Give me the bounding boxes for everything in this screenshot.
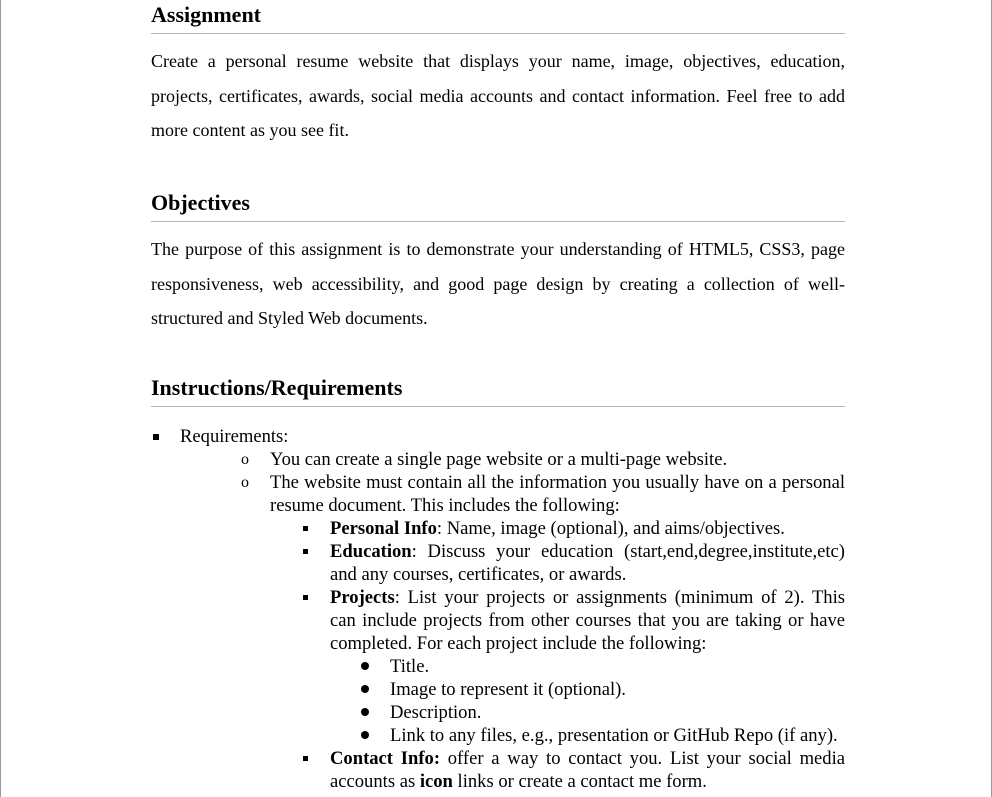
requirements-list-container <box>151 425 845 793</box>
project-fields-list <box>361 655 845 747</box>
list-item: Image to represent it (optional). <box>361 678 845 701</box>
instructions-heading: Instructions/Requirements <box>151 375 845 407</box>
objectives-paragraph: The purpose of this assignment is to demonstrate your understanding of HTML5, CSS3, page responsiveness, web accessibility, and good page design by creating a collection of well-structured and Styled Web documents. <box>151 239 845 328</box>
requirements-label: Requirements: <box>180 426 289 447</box>
list-item: Description. <box>361 701 845 724</box>
list-item: o You can create a single page website or a multi-page website. <box>241 448 845 471</box>
list-item: Title. <box>361 655 845 678</box>
resume-content-list <box>301 517 845 793</box>
list-item-contact-info: Contact Info: offer a way to contact you. List your social media accounts as icon links or create a contact me form. <box>301 747 845 793</box>
page-left-edge <box>0 0 1 797</box>
requirements-sublist <box>241 448 845 793</box>
assignment-paragraph: Create a personal resume website that displays your name, image, objectives, education, projects, certificates, awards, social media accounts and contact information. Feel free to add more content as you see fit. <box>151 51 845 140</box>
requirements-list <box>151 425 845 793</box>
list-item-personal-info: Personal Info: Name, image (optional), and aims/objectives. <box>301 517 845 540</box>
list-item: o The website must contain all the information you usually have on a personal resume document. This includes the following: Personal Info: Name, image (optional), and aims/objectives. Education: Discuss your education (start,end,degree,institute,etc) and any courses, certificates, or awards. Projects: List your projects or assignments (minimum of 2). This can include projects from other courses that you are taking or have completed. For each project include the following: Title. Image to represent it (optional). Description. Link to any files, e.g., presentation or GitHub Repo (if any). Contact Info: offer a way to contact you. List your social media accounts as icon links or create a contact me form. <box>241 471 845 793</box>
instructions-section <box>151 375 845 407</box>
list-item-projects: Projects: List your projects or assignments (minimum of 2). This can include projects from other courses that you are taking or have completed. For each project include the following: Title. Image to represent it (optional). Description. Link to any files, e.g., presentation or GitHub Repo (if any). <box>301 586 845 747</box>
list-item-education: Education: Discuss your education (start,end,degree,institute,etc) and any courses, certificates, or awards. <box>301 540 845 586</box>
list-item: Link to any files, e.g., presentation or GitHub Repo (if any). <box>361 724 845 747</box>
objectives-section <box>151 190 845 336</box>
list-item <box>151 425 845 793</box>
assignment-section <box>151 2 845 148</box>
objectives-heading: Objectives <box>151 190 845 222</box>
assignment-heading: Assignment <box>151 2 845 34</box>
